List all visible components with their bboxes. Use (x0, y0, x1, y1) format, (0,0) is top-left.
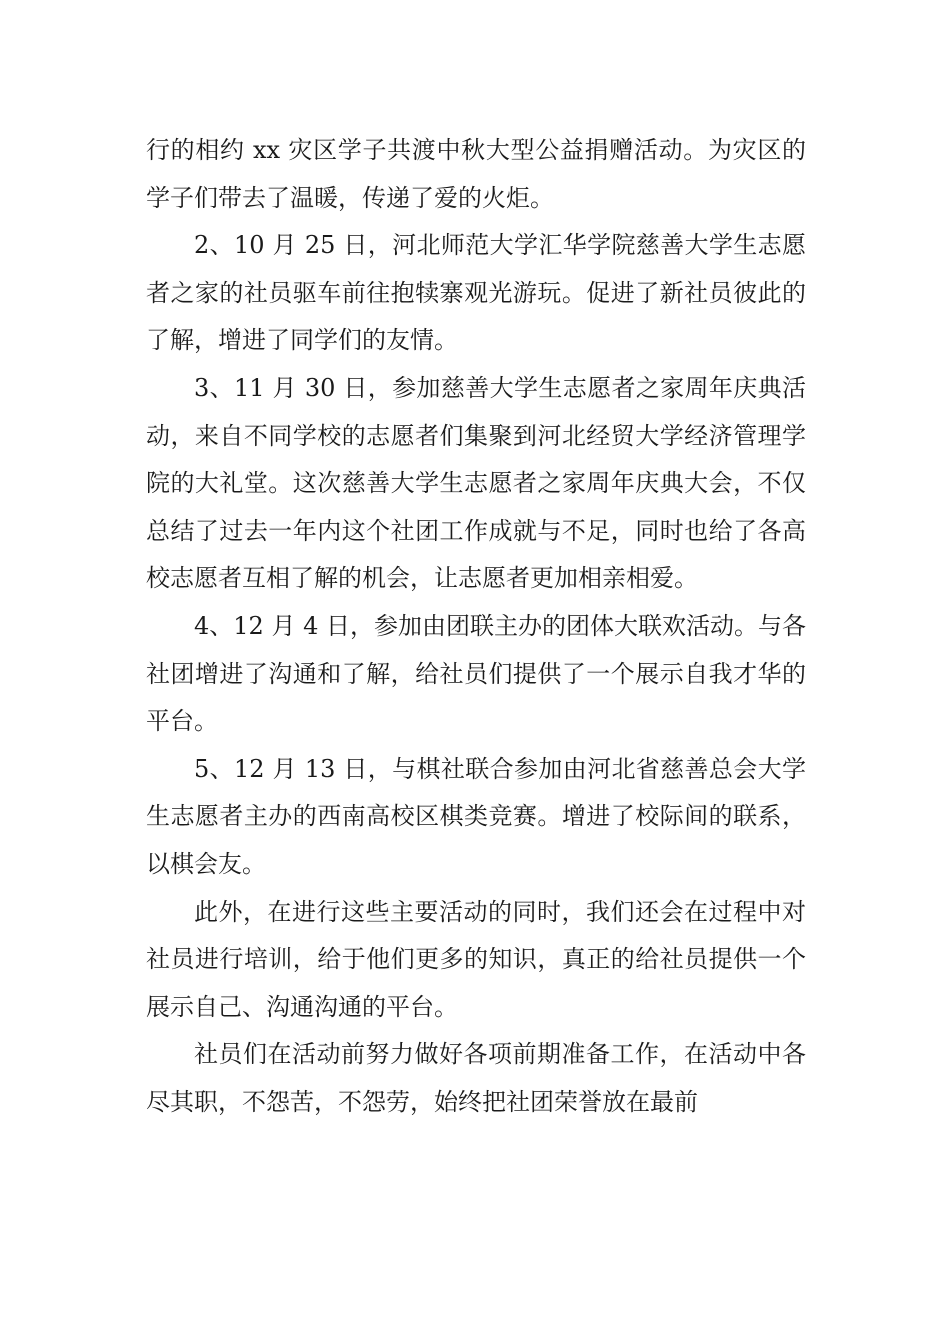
paragraph-preparation: 社员们在活动前努力做好各项前期准备工作，在活动中各尽其职，不怨苦，不怨劳，始终把社团荣誉放在最前 (146, 1040, 806, 1116)
paragraph-continuation: 行的相约 xx 灾区学子共渡中秋大型公益捐赠活动。为灾区的学子们带去了温暖，传递了爱的火炬。 (146, 136, 806, 212)
paragraph-item-2: 2、10 月 25 日，河北师范大学汇华学院慈善大学生志愿者之家的社员驱车前往抱犊寨观光游玩。促进了新社员彼此的了解，增进了同学们的友情。 (146, 231, 806, 355)
document-body (146, 127, 806, 1126)
paragraph-item-3: 3、11 月 30 日，参加慈善大学生志愿者之家周年庆典活动，来自不同学校的志愿者们集聚到河北经贸大学经济管理学院的大礼堂。这次慈善大学生志愿者之家周年庆典大会，不仅总结了过去一年内这个社团工作成就与不足，同时也给了各高校志愿者互相了解的机会，让志愿者更加相亲相爱。 (146, 373, 806, 593)
paragraph-training: 此外，在进行这些主要活动的同时，我们还会在过程中对社员进行培训，给于他们更多的知识，真正的给社员提供一个展示自己、沟通沟通的平台。 (146, 897, 806, 1021)
paragraph-item-4: 4、12 月 4 日，参加由团联主办的团体大联欢活动。与各社团增进了沟通和了解，给社员们提供了一个展示自我才华的平台。 (146, 611, 806, 736)
paragraph-item-5: 5、12 月 13 日，与棋社联合参加由河北省慈善总会大学生志愿者主办的西南高校区棋类竞赛。增进了校际间的联系，以棋会友。 (146, 754, 806, 878)
